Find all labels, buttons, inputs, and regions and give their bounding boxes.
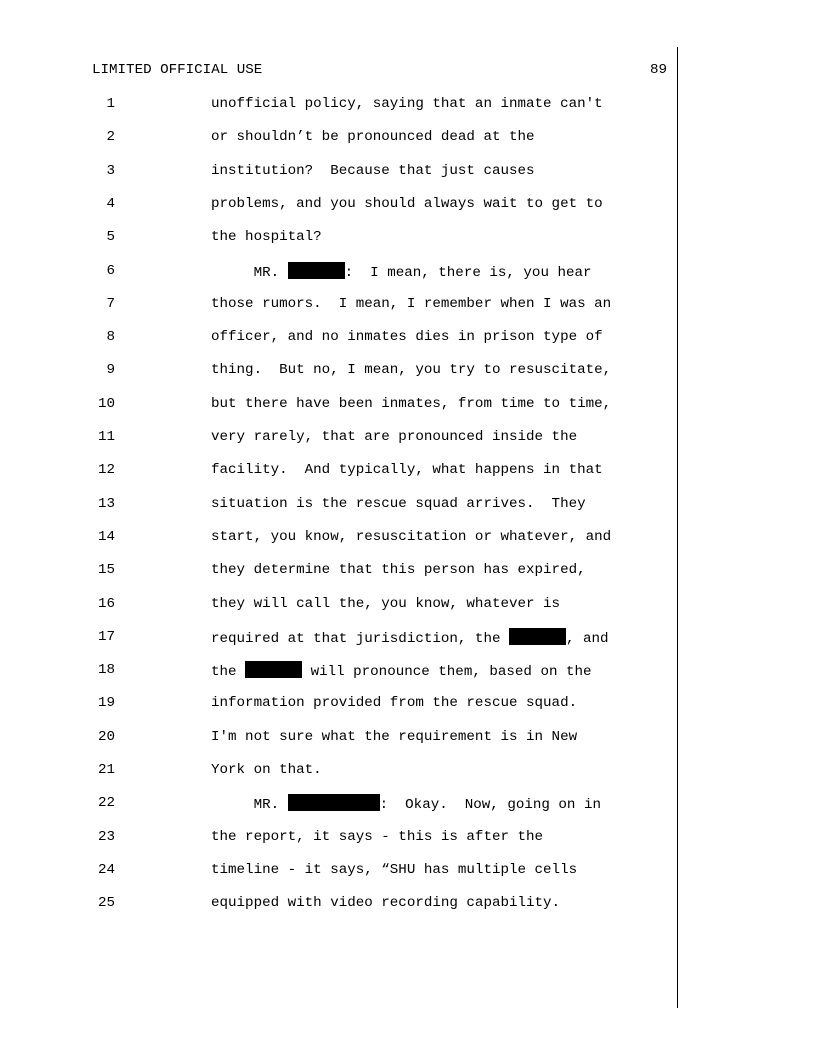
line-number: 1	[106, 96, 115, 112]
line-text-segment: required at that jurisdiction, the	[211, 630, 509, 647]
line-text-segment: information provided from the rescue squad.	[211, 695, 578, 712]
line-text-segment: problems, and you should always wait to get to	[211, 195, 603, 212]
line-number: 15	[97, 562, 115, 579]
line-number: 6	[106, 262, 115, 279]
transcript-line	[0, 528, 816, 561]
transcript-line	[0, 861, 816, 894]
line-text-segment: facility. And typically, what happens in that	[211, 462, 603, 479]
line-text	[211, 295, 671, 313]
transcript-line	[0, 694, 816, 727]
transcript-line	[0, 262, 816, 295]
line-text-segment: or shouldn’t be pronounced dead at the	[211, 129, 535, 146]
line-text	[211, 661, 671, 681]
redaction-block	[288, 794, 380, 811]
line-number: 8	[106, 329, 115, 346]
line-text	[211, 761, 671, 779]
line-text	[211, 128, 671, 146]
line-text	[211, 395, 671, 413]
line-text-segment: they determine that this person has expired,	[211, 562, 586, 579]
line-number: 24	[97, 861, 115, 878]
line-text-segment: institution? Because that just causes	[211, 162, 535, 179]
line-text-segment: MR.	[211, 797, 288, 814]
line-text	[211, 861, 671, 879]
line-number: 10	[97, 395, 115, 412]
line-text-segment: the	[211, 664, 246, 681]
transcript-line	[0, 295, 816, 328]
line-text	[211, 894, 671, 912]
page-number: 89	[649, 62, 667, 78]
line-text-segment: unofficial policy, saying that an inmate can't	[211, 96, 603, 112]
line-number: 20	[97, 728, 115, 745]
line-text-segment: , and	[566, 630, 609, 647]
line-text	[211, 95, 671, 113]
line-number: 12	[97, 462, 115, 479]
line-text	[211, 328, 671, 346]
transcript-line	[0, 661, 816, 694]
transcript-line	[0, 794, 816, 827]
line-number: 18	[97, 662, 115, 679]
transcript-line	[0, 162, 816, 195]
transcript-line	[0, 728, 816, 761]
transcript-line	[0, 128, 816, 161]
transcript-line	[0, 195, 816, 228]
line-text	[211, 595, 671, 613]
line-text-segment: MR.	[211, 264, 288, 281]
transcript-line	[0, 628, 816, 661]
line-number: 14	[97, 528, 115, 545]
line-number: 9	[106, 362, 115, 379]
transcript-line	[0, 461, 816, 494]
line-text	[211, 162, 671, 180]
line-number: 11	[97, 429, 115, 445]
line-text	[211, 561, 671, 579]
line-text-segment: officer, and no inmates dies in prison type of	[211, 329, 603, 346]
transcript-line	[0, 428, 816, 461]
transcript-line	[0, 495, 816, 528]
transcript-line	[0, 228, 816, 261]
line-number: 25	[97, 895, 115, 912]
line-number: 4	[106, 195, 115, 212]
line-text-segment: will pronounce them, based on the	[302, 664, 592, 681]
line-text	[211, 461, 671, 479]
transcript-line	[0, 395, 816, 428]
page-header-marking: LIMITED OFFICIAL USE	[92, 62, 263, 78]
line-text-segment: start, you know, resuscitation or whatever, and	[211, 528, 612, 545]
line-text	[211, 794, 671, 814]
line-text-segment: York on that.	[211, 762, 322, 778]
line-number: 19	[97, 695, 115, 712]
transcript-line	[0, 361, 816, 394]
line-text	[211, 694, 671, 712]
line-text-segment: thing. But no, I mean, you try to resuscitate,	[211, 362, 612, 379]
line-number: 2	[106, 129, 115, 146]
line-text	[211, 195, 671, 213]
line-number: 3	[106, 162, 115, 179]
line-text	[211, 495, 671, 513]
line-text	[211, 428, 671, 446]
transcript-line	[0, 894, 816, 927]
line-text	[211, 228, 671, 246]
line-text	[211, 728, 671, 746]
transcript-line	[0, 328, 816, 361]
line-number: 23	[97, 828, 115, 845]
line-number: 7	[106, 295, 115, 312]
line-text-segment: very rarely, that are pronounced inside the	[211, 429, 578, 445]
transcript-line	[0, 828, 816, 861]
redaction-block	[509, 628, 566, 645]
line-number: 16	[97, 595, 115, 612]
line-number: 13	[97, 495, 115, 512]
transcript-line	[0, 95, 816, 128]
transcript-line	[0, 595, 816, 628]
line-text-segment: they will call the, you know, whatever is	[211, 595, 561, 612]
line-text-segment: I'm not sure what the requirement is in New	[211, 728, 578, 745]
line-text	[211, 361, 671, 379]
line-text-segment: timeline - it says, “SHU has multiple cells	[211, 861, 578, 878]
line-text-segment: : Okay. Now, going on in	[379, 797, 601, 814]
redaction-block	[288, 262, 345, 279]
line-text-segment: but there have been inmates, from time to time,	[211, 395, 612, 412]
transcript-line	[0, 561, 816, 594]
line-text	[211, 528, 671, 546]
line-text-segment: the hospital?	[211, 229, 322, 246]
line-number: 22	[97, 795, 115, 812]
line-number: 21	[97, 762, 115, 778]
line-text	[211, 262, 671, 282]
line-text-segment: the report, it says - this is after the	[211, 828, 544, 845]
line-text-segment: those rumors. I mean, I remember when I was an	[211, 295, 612, 312]
line-text-segment: equipped with video recording capability.	[211, 895, 561, 912]
line-number: 5	[106, 229, 115, 246]
line-number: 17	[97, 628, 115, 645]
transcript-line	[0, 761, 816, 794]
line-text-segment: : I mean, there is, you hear	[344, 264, 592, 281]
line-text	[211, 828, 671, 846]
redaction-block	[245, 661, 302, 678]
line-text	[211, 628, 671, 648]
line-text-segment: situation is the rescue squad arrives. They	[211, 495, 586, 512]
